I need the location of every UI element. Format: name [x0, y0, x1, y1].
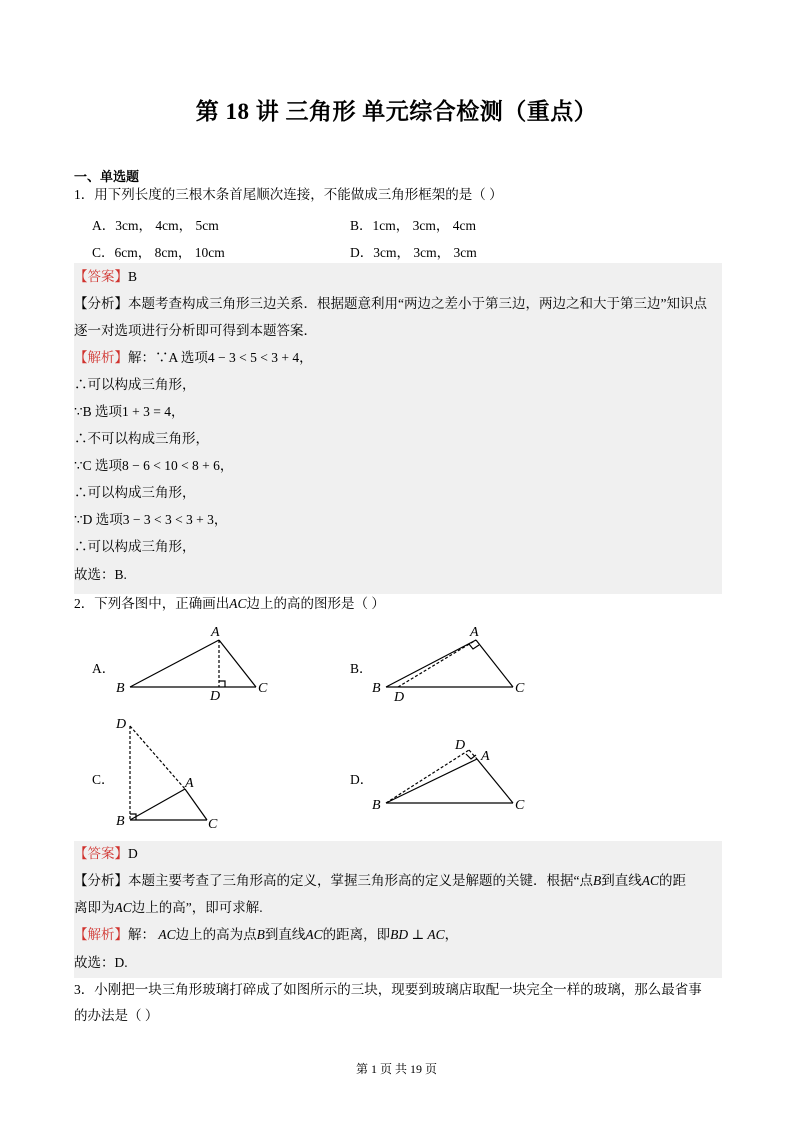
solution-text-mid: 边上的高为点 — [175, 927, 257, 942]
fig-a-side-ac — [219, 640, 256, 687]
analysis-text-mid: 到直线 — [601, 873, 642, 888]
perpendicular-expression: BD ⊥ AC — [390, 927, 445, 942]
fig-a-point-c: C — [258, 681, 268, 696]
analysis-text: 本题考查构成三角形三边关系．根据题意利用“两边之差小于第三边，两边之和大于第三边”知识点 — [128, 296, 707, 311]
q1-option-b: B．1cm， 3cm， 4cm — [350, 218, 476, 233]
solution-tag: 【解析】 — [74, 350, 128, 365]
q1-solution-line-6: ∴可以构成三角形， — [74, 485, 196, 500]
fig-c-side-ac — [185, 789, 207, 820]
q1-option-a: A．3cm， 4cm， 5cm — [92, 218, 219, 233]
solution-text-mid: 的距离，即 — [322, 927, 391, 942]
fig-a-point-d: D — [210, 689, 221, 704]
q1-solution-line-3: ∵B 选项1 + 3 = 4， — [74, 404, 185, 419]
q1-solution-line-7: ∵D 选项3 − 3 < 3 < 3 + 3， — [74, 512, 228, 527]
fig-a-side-ba — [130, 640, 219, 687]
fig-d-point-b: B — [372, 798, 381, 813]
q1-solution-line-9: 故选：B. — [74, 567, 127, 582]
fig-d-side-ba — [386, 759, 477, 803]
q1-solution-line-2: ∴可以构成三角形， — [74, 377, 196, 392]
solution-text: 解：∵A 选项4 − 3 < 5 < 3 + 4， — [128, 350, 313, 365]
fig-a-point-a: A — [211, 625, 220, 640]
fig-d-right-angle — [466, 754, 476, 759]
fig-d-point-d: D — [455, 738, 466, 753]
q2-solution-line-1 — [74, 926, 458, 944]
var-ac: AC — [641, 873, 660, 888]
question-1-stem: 1．用下列长度的三根木条首尾顺次连接，不能做成三角形框架的是（ ） — [74, 187, 503, 202]
fig-b-point-d: D — [394, 690, 405, 705]
fig-c-segment-da — [130, 726, 185, 789]
fig-b-segment-da — [398, 640, 476, 687]
answer-value: B — [128, 269, 138, 284]
fig-label-b: B． — [350, 661, 373, 676]
fig-d-point-c: C — [515, 798, 525, 813]
q2-conclusion: 故选：D. — [74, 955, 128, 970]
figure-b — [386, 640, 513, 687]
solution-text-mid: 到直线 — [264, 927, 306, 942]
analysis-text: 本题主要考查了三角形高的定义，掌握三角形高的定义是解题的关键．根据“点 — [128, 873, 593, 888]
q1-solution-line-5: ∵C 选项8 − 6 < 10 < 8 + 6， — [74, 458, 234, 473]
fig-c-side-ba — [130, 789, 185, 820]
stem-text-end: 边上的高的图形是（ ） — [246, 596, 385, 611]
solution-text: 解： — [128, 927, 155, 942]
q2-analysis-line-1 — [74, 872, 686, 890]
question-3-stem-line-2: 的办法是（ ） — [74, 1008, 159, 1023]
fig-d-segment-bd — [386, 750, 469, 803]
fig-label-c: C． — [92, 772, 115, 787]
fig-b-side-ba — [386, 640, 476, 687]
fig-b-point-b: B — [372, 681, 381, 696]
fig-c-point-d: D — [116, 717, 127, 732]
fig-b-right-angle — [469, 644, 479, 649]
fig-label-a: A． — [92, 661, 116, 676]
fig-c-point-a: A — [185, 776, 194, 791]
q1-solution-line-4: ∴不可以构成三角形， — [74, 431, 209, 446]
var-ac: AC — [158, 927, 176, 942]
fig-b-point-c: C — [515, 681, 525, 696]
var-b: B — [593, 873, 602, 888]
stem-text: 2．下列各图中，正确画出 — [74, 596, 230, 611]
fig-b-side-ac — [476, 640, 513, 687]
page-footer: 第 1 页 共 19 页 — [355, 1062, 437, 1076]
q1-option-c: C．6cm， 8cm， 10cm — [92, 245, 225, 260]
question-3-stem-line-1: 3．小刚把一块三角形玻璃打碎成了如图所示的三块，现要到玻璃店取配一块完全一样的玻璃，那么最省事 — [74, 982, 702, 997]
page-title: 第 18 讲 三角形 单元综合检测（重点） — [195, 99, 598, 124]
fig-d-point-a: A — [481, 749, 490, 764]
q1-analysis-line-2: 逐一对选项进行分析即可得到本题答案． — [74, 323, 317, 338]
var-ac: AC — [305, 927, 323, 942]
answer-tag: 【答案】 — [74, 846, 128, 861]
q1-solution-line-8: ∴可以构成三角形， — [74, 539, 196, 554]
q2-analysis-line-2 — [74, 899, 263, 917]
var-ac: AC — [114, 900, 132, 915]
q2-answer — [74, 845, 138, 863]
var-b: B — [256, 927, 265, 942]
fig-d-side-ac — [477, 759, 513, 803]
fig-c-point-c: C — [208, 817, 218, 832]
figure-a — [130, 640, 256, 687]
fig-label-d: D． — [350, 772, 374, 787]
analysis-tag: 【分析】 — [74, 296, 128, 311]
analysis-text-end: 边上的高”，即可求解. — [131, 900, 263, 915]
solution-tag: 【解析】 — [74, 927, 128, 942]
fig-a-right-angle — [219, 681, 225, 687]
answer-value: D — [128, 846, 138, 861]
solution-text-end: ， — [444, 927, 459, 942]
fig-c-point-b: B — [116, 814, 125, 829]
analysis-tag: 【分析】 — [74, 873, 128, 888]
fig-b-point-a: A — [470, 625, 479, 640]
section-heading: 一、单选题 — [74, 169, 140, 184]
figure-c — [130, 726, 207, 820]
analysis-text-end: 的距 — [659, 873, 687, 888]
fig-a-point-b: B — [116, 681, 125, 696]
figure-d — [386, 750, 513, 803]
stem-var-ac: AC — [229, 596, 247, 611]
analysis-text: 离即为 — [74, 900, 115, 915]
q1-option-d: D．3cm， 3cm， 3cm — [350, 245, 477, 260]
answer-tag: 【答案】 — [74, 269, 128, 284]
